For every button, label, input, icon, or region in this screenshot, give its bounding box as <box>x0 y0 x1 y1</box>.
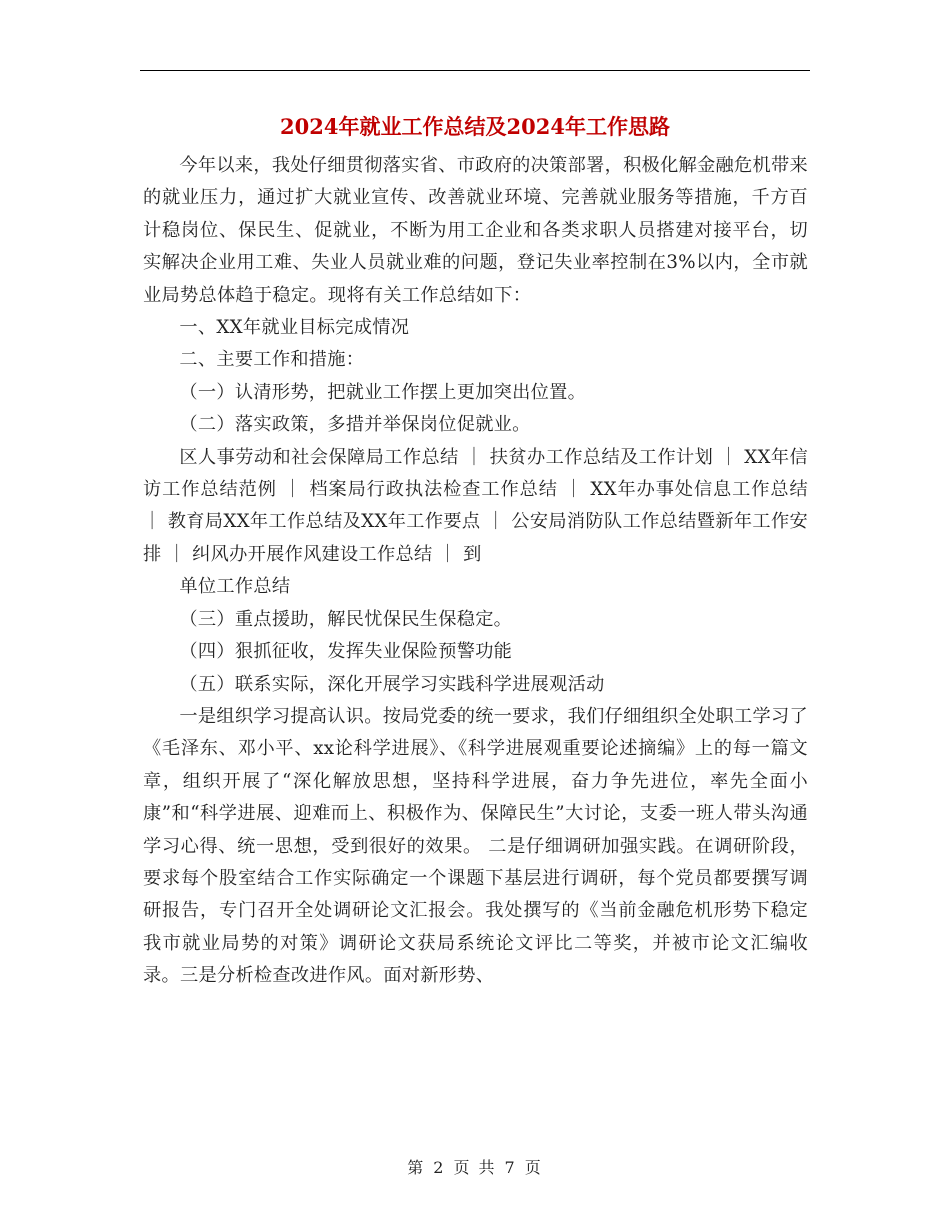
footer-suffix: 页 <box>524 1158 543 1177</box>
paragraph-study-activities: 一是组织学习提高认识。按局党委的统一要求，我们仔细组织全处职工学习了《毛泽东、邓小平、xx论科学进展》、《科学进展观重要论述摘编》上的每一篇文章，组织开展了“深化解放思想，坚持科学进展，奋力争先进位，率先全面小康”和“科学进展、迎难而上、积极作为、保障民生”大讨论，支委一班人带头沟通学习心得、统一思想，受到很好的效果。 二是仔细调研加强实践。在调研阶段，要求每个股室结合工作实际确定一个课题下基层进行调研，每个党员都要撰写调研报告，专门召开全处调研论文汇报会。我处撰写的《当前金融危机形势下稳定我市就业局势的对策》调研论文获局系统论文评比二等奖，并被市论文汇编收录。三是分析检查改进作风。面对新形势、 <box>143 705 808 987</box>
footer-prefix: 第 <box>407 1158 426 1177</box>
header-rule <box>140 70 810 71</box>
total-pages-number: 7 <box>504 1158 517 1177</box>
paragraph-unit-summary: 单位工作总结 <box>179 576 291 598</box>
subheading-5: （五）联系实际，深化开展学习实践科学进展观活动 <box>179 673 605 695</box>
document-title: 2024年就业工作总结及2024年工作思路 <box>280 114 670 139</box>
heading-section-2: 二、主要工作和措施： <box>179 349 365 371</box>
subheading-3: （三）重点援助，解民忧保民生保稳定。 <box>179 608 513 630</box>
subheading-2: （二）落实政策，多措并举保岗位促就业。 <box>179 414 531 436</box>
paragraph-intro: 今年以来，我处仔细贯彻落实省、市政府的决策部署，积极化解金融危机带来的就业压力，通过扩大就业宣传、改善就业环境、完善就业服务等措施，千方百计稳岗位、保民生、促就业，不断为用工企业和各类求职人员搭建对接平台，切实解决企业用工难、失业人员就业难的问题，登记失业率控制在3%以内，全市就业局势总体趋于稳定。现将有关工作总结如下： <box>143 155 808 306</box>
related-links-paragraph: 区人事劳动和社会保障局工作总结 ｜ 扶贫办工作总结及工作计划 ｜ XX年信访工作总结范例 ｜ 档案局行政执法检查工作总结 ｜ XX年办事处信息工作总结 ｜ 教育局XX年工作总结及XX年工作要点 ｜ 公安局消防队工作总结暨新年工作安排 ｜ 纠风办开展作风建设工作总结 ｜ 到 <box>143 446 808 565</box>
document-body <box>143 150 808 993</box>
footer-middle: 页 共 <box>453 1158 497 1177</box>
current-page-number: 2 <box>433 1158 446 1177</box>
subheading-4: （四）狠抓征收，发挥失业保险预警功能 <box>179 641 513 663</box>
heading-section-1: 一、XX年就业目标完成情况 <box>179 317 410 339</box>
page-footer <box>0 1155 950 1178</box>
subheading-1: （一）认清形势，把就业工作摆上更加突出位置。 <box>179 381 587 403</box>
